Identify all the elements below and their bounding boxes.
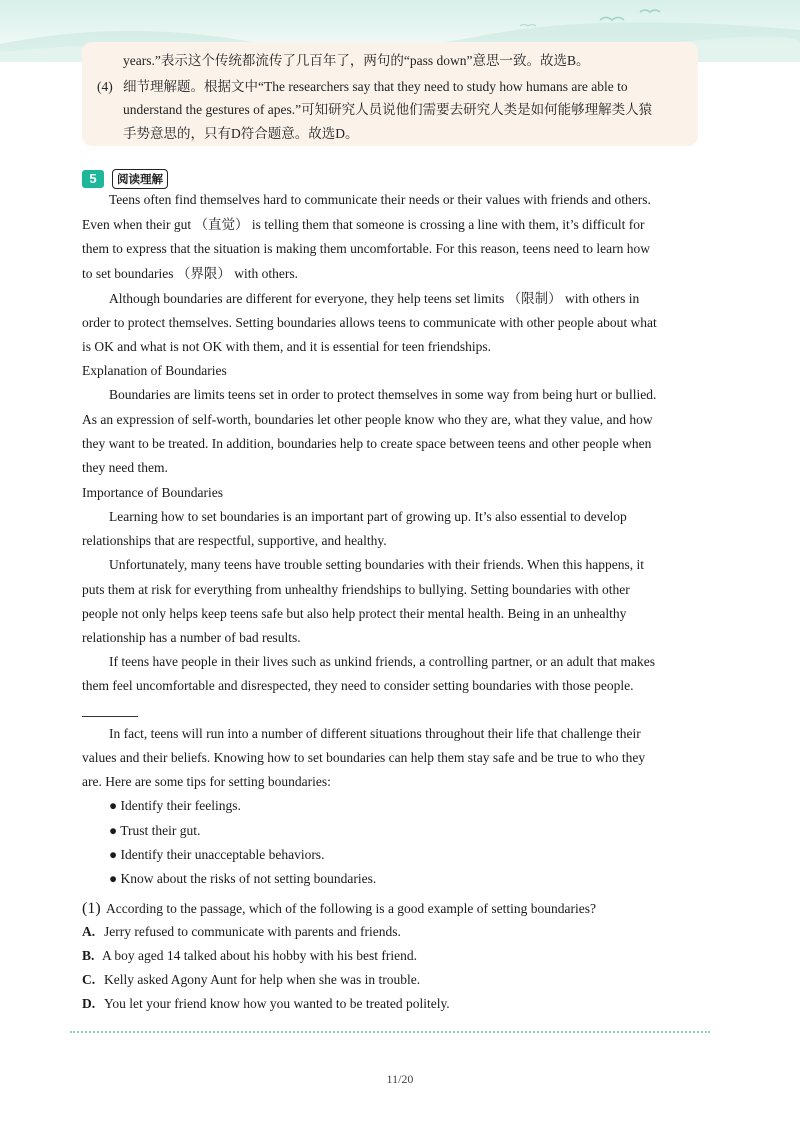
passage-line: Learning how to set boundaries is an important part of growing up. It’s also essential to develop xyxy=(109,509,627,524)
passage-line: If teens have people in their lives such as unkind friends, a controlling partner, or an adult that makes xyxy=(109,654,656,669)
passage-line: them feel uncomfortable and disrespected, they need to consider setting boundaries with those people. xyxy=(82,678,634,693)
passage-line: In fact, teens will run into a number of different situations throughout their life that challenge their xyxy=(109,726,641,741)
option-letter-a: A. xyxy=(82,924,96,939)
passage-line: Boundaries are limits teens set in order to protect themselves in some way from being hurt or bullied. xyxy=(109,387,657,402)
passage-line: relationship has a number of bad results. xyxy=(82,630,301,645)
option-c[interactable]: Kelly asked Agony Aunt for help when she was in trouble. xyxy=(104,972,421,987)
passage-line: Even when their gut （直觉） is telling them that someone is crossing a line with them, it’s difficult for xyxy=(82,217,645,232)
answer-item4-line-1: 细节理解题。根据文中“The researchers say that they need to study how humans are able to xyxy=(123,79,628,94)
passage-line: values and their beliefs. Knowing how to set boundaries can help them stay safe and be true to who they xyxy=(82,750,646,765)
passage-line: is OK and what is not OK with them, and it is essential for teen friendships. xyxy=(82,339,492,354)
passage-line: to set boundaries （界限） with others. xyxy=(82,266,298,281)
page-number: 11/20 xyxy=(386,1072,414,1086)
passage-line: are. Here are some tips for setting boundaries: xyxy=(82,774,331,789)
option-d[interactable]: You let your friend know how you wanted to be treated politely. xyxy=(104,996,450,1011)
question-type-label: 阅读理解 xyxy=(112,169,168,189)
passage-line: As an expression of self-worth, boundaries let other people know who they are, what they value, and how xyxy=(82,412,653,427)
option-letter-d: D. xyxy=(82,996,96,1011)
passage-line: Teens often find themselves hard to communicate their needs or their values with friends and others. xyxy=(109,192,651,207)
passage-line: relationships that are respectful, supportive, and healthy. xyxy=(82,533,387,548)
answer-item4-line-3: 手势意思的，只有D符合题意。故选D。 xyxy=(123,126,359,141)
section-heading-explanation: Explanation of Boundaries xyxy=(82,363,227,378)
passage-line: people not only helps keep teens safe but also help protect their mental health. Being in an unhealthy xyxy=(82,606,627,621)
tip-item: ● Identify their feelings. xyxy=(109,798,241,813)
question-number-badge: 5 xyxy=(82,170,104,188)
tip-item: ● Trust their gut. xyxy=(109,823,201,838)
answer-item4-line-2: understand the gestures of apes.”可知研究人员说他们需要去研究人类是如何能够理解类人猿 xyxy=(123,102,653,117)
option-letter-b: B. xyxy=(82,948,95,963)
option-a[interactable]: Jerry refused to communicate with parents and friends. xyxy=(104,924,401,939)
tip-item: ● Know about the risks of not setting boundaries. xyxy=(109,871,377,886)
sub-question-number: (1) xyxy=(82,900,101,917)
sub-question-stem: According to the passage, which of the following is a good example of setting boundaries? xyxy=(106,901,597,916)
passage-line: they want to be treated. In addition, boundaries help to create space between teens and other people when xyxy=(82,436,652,451)
passage-line: Although boundaries are different for everyone, they help teens set limits （限制） with others in xyxy=(109,291,640,306)
option-letter-c: C. xyxy=(82,972,96,987)
section-divider xyxy=(70,1031,710,1033)
option-b[interactable]: A boy aged 14 talked about his hobby with his best friend. xyxy=(102,948,417,963)
answer-item3-tail: years.”表示这个传统都流传了几百年了，两句的“pass down”意思一致。故选B。 xyxy=(123,53,590,68)
passage-line: they need them. xyxy=(82,460,168,475)
passage-line: order to protect themselves. Setting boundaries allows teens to communicate with other people about what xyxy=(82,315,657,330)
section-heading-importance: Importance of Boundaries xyxy=(82,485,223,500)
passage-line: puts them at risk for everything from unhealthy friendships to bullying. Setting boundaries with other xyxy=(82,582,630,597)
answer-item4-number: (4) xyxy=(97,79,113,94)
tip-item: ● Identify their unacceptable behaviors. xyxy=(109,847,325,862)
passage-line: Unfortunately, many teens have trouble setting boundaries with their friends. When this happens, it xyxy=(109,557,644,572)
fill-in-blank-line xyxy=(82,716,138,717)
passage-line: them to express that the situation is making them uncomfortable. For this reason, teens need to learn how xyxy=(82,241,650,256)
